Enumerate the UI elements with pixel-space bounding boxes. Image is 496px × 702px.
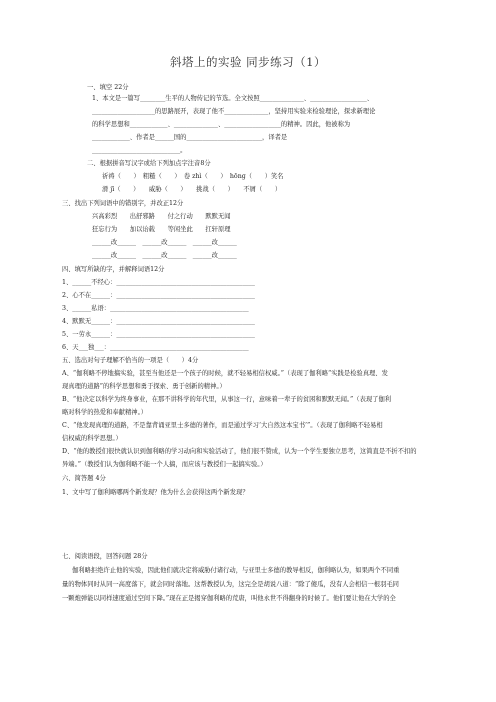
- correction-row-2: ______改______ ______改______ ______改______: [92, 252, 237, 259]
- option-b-line-1: B、“他决定以科学为终身事业，在那不讲科学的年代里，从事这一行，意味着一辈子的贫困和默默无闻。”（表现了伽利: [62, 396, 392, 403]
- section-6-heading: 六、简答题 4分: [62, 475, 106, 482]
- section-5-heading: 五、选出对句子理解不恰当的一项是（ ）4分: [62, 357, 199, 364]
- correction-row-1: ______改______ ______改______ ______改______: [92, 239, 237, 246]
- option-d-line-2: 异端。”（教授们认为伽利略不能一个人搞，而应该与教授们一起搞实验。）: [62, 461, 267, 468]
- pinyin-row-2: 滑 jī（ ） 威胁（ ） 挑战（ ） 不屑（ ）: [102, 186, 282, 193]
- pinyin-row-1: 祈祷（ ） 粗糙（ ） 卷 zhì（ ） hōnɡ（ ）笑名: [102, 173, 284, 180]
- fill-item-4: 4、默默无______：____________________________________________: [62, 318, 255, 325]
- option-c-line-2: 信权威的科学思想。）: [62, 435, 122, 442]
- section-1-heading: 一、填空 22分: [87, 84, 129, 91]
- reading-line-1: 伽利略拒绝许止他的实验，因此他们就决定将威胁付诸行动，与亚里士多德的教导相反，伽利略认为，如果两个不同重: [72, 567, 400, 574]
- section-7-heading: 七、阅读语段，回答问题 28分: [62, 553, 148, 560]
- option-d-line-1: D、“他的教授们很快就认识到伽利略的学习动向和实验活动了，他们很不赞成，认为一个学生要独立思考，这简直是不折不扣的: [62, 448, 417, 455]
- q1-line-5: ____________________________。: [92, 147, 187, 154]
- page-title: 斜塔上的实验 同步练习（1）: [170, 55, 326, 69]
- typo-row-1: 兴高彩烈 出舒邪路 付之行动 默默无闻: [92, 213, 231, 220]
- option-a-line-2: 现真理的道路”的科学思想和勇于探索、勇于创新的精神。）: [62, 383, 226, 390]
- section-2-heading: 二、根据拼音写汉字或给下列加点字注音8分: [87, 160, 211, 167]
- section-3-heading: 三、找出下列词语中的错别字，并改正12分: [62, 200, 184, 207]
- option-b-line-2: 略对科学的热爱和奉献精神。）: [62, 409, 148, 416]
- q1-line-1: 1、本文是一篇写________生平的人物传记的节选。全文按照______________、__________________、: [92, 95, 374, 102]
- reading-line-3: 一颗炮弹能以同样速度通过空间下降。”现在正是揭穿伽利略的荒唐，叫他永世不得翻身的时候了。他们要让他在大学的全: [62, 595, 396, 602]
- section-4-heading: 四、填写所缺的字，并解释词语12分: [62, 266, 165, 273]
- fill-item-6: 6、天___独___：____________________________________________: [62, 344, 249, 351]
- fill-item-5: 5、一劳永______：____________________________________________: [62, 331, 255, 338]
- option-a-line-1: A、“伽利略不停地搞实验，甚至当他还是一个孩子的时候，就不轻易相信权威。”（表现了伽利略“实践是检验真理、发: [62, 370, 388, 377]
- typo-row-2: 狂忘行为 加以诒载 等闲坐此 扛轩原理: [92, 226, 231, 233]
- fill-item-3: 3、______私语：____________________________________________: [62, 305, 249, 312]
- short-answer-q1: 1、文中写了伽利略哪两个新发现？他为什么会获得这两个新发现？: [62, 489, 249, 496]
- option-c-line-1: C、“他发现真理的道路，不是靠背诵亚里士多德的著作，而是通过学习‘大自然这本宝书’”。（表现了伽利略不轻易相: [62, 422, 383, 429]
- q1-line-3: 的科学思想和____________、______________、__________________的精神。因此，他被称为: [92, 121, 351, 128]
- fill-item-2: 2、心不在______：____________________________________________: [62, 292, 255, 299]
- reading-line-2: 量的物体同时从同一高度落下，就会同时落地。这帮教授认为，这完全是胡说八道：“除了傻瓜，没有人会相信一根羽毛同: [62, 581, 399, 588]
- fill-item-1: 1、______不经心：____________________________________________: [62, 279, 255, 286]
- q1-line-4: ____________、作者是______国的________________________，译者是: [92, 134, 288, 141]
- q1-line-2: ____________________的思路展开，表现了他不______________，坚持用实验来检验理论，探求新理论: [92, 108, 376, 115]
